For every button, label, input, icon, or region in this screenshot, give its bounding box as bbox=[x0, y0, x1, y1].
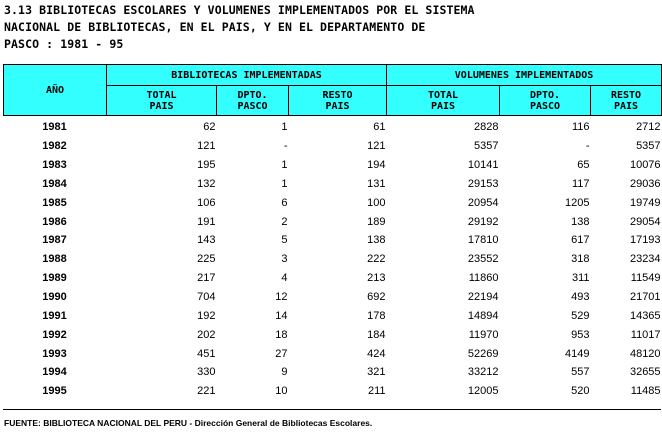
value-cell: 321 bbox=[367, 366, 386, 379]
value-cell: 29192 bbox=[467, 215, 499, 228]
title-line-3: PASCO : 1981 - 95 bbox=[4, 37, 124, 51]
source-note: FUENTE: BIBLIOTECA NACIONAL DEL PERU - Dirección General de Bibliotecas Escolares. bbox=[4, 418, 373, 428]
value-cell: 29036 bbox=[629, 177, 661, 190]
group-header-volumenes: VOLUMENES IMPLEMENTADOS bbox=[387, 65, 662, 86]
table-row bbox=[4, 288, 662, 307]
value-cell: 52269 bbox=[467, 347, 499, 360]
value-cell: 17193 bbox=[629, 234, 661, 247]
value-cell: 5 bbox=[281, 234, 288, 247]
value-cell: 121 bbox=[367, 140, 386, 153]
group-header-bibliotecas: BIBLIOTECAS IMPLEMENTADAS bbox=[107, 65, 387, 86]
year-cell: 1986 bbox=[42, 215, 67, 228]
value-cell: 33212 bbox=[467, 366, 499, 379]
title-line-1: 3.13 BIBLIOTECAS ESCOLARES Y VOLUMENES IMPLEMENTADOS POR EL SISTEMA bbox=[4, 3, 475, 17]
value-cell: 2828 bbox=[474, 121, 499, 134]
value-cell: 493 bbox=[571, 291, 590, 304]
value-cell: 692 bbox=[367, 291, 386, 304]
year-cell: 1988 bbox=[42, 253, 67, 266]
table-row bbox=[4, 137, 662, 156]
table-row bbox=[4, 363, 662, 382]
year-cell: 1992 bbox=[42, 328, 67, 341]
table-row bbox=[4, 116, 662, 137]
value-cell: - bbox=[585, 140, 590, 153]
table-row bbox=[4, 231, 662, 250]
value-cell: 14 bbox=[275, 309, 288, 322]
value-cell: 32655 bbox=[629, 366, 661, 379]
value-cell: 132 bbox=[197, 177, 216, 190]
value-cell: 10141 bbox=[467, 159, 499, 172]
value-cell: 29054 bbox=[629, 215, 661, 228]
year-cell: 1987 bbox=[42, 234, 67, 247]
year-cell: 1985 bbox=[42, 196, 67, 209]
value-cell: 222 bbox=[367, 253, 386, 266]
value-cell: 21701 bbox=[629, 291, 661, 304]
value-cell: 617 bbox=[571, 234, 590, 247]
value-cell: 106 bbox=[197, 196, 216, 209]
value-cell: 22194 bbox=[467, 291, 499, 304]
value-cell: 4149 bbox=[565, 347, 590, 360]
value-cell: 5357 bbox=[474, 140, 499, 153]
value-cell: 10076 bbox=[629, 159, 661, 172]
value-cell: 11549 bbox=[630, 272, 661, 285]
subheader-resto-pais-bib: RESTO PAIS bbox=[289, 86, 387, 116]
value-cell: 143 bbox=[197, 234, 216, 247]
value-cell: 557 bbox=[571, 366, 590, 379]
value-cell: 100 bbox=[367, 196, 386, 209]
year-cell: 1981 bbox=[42, 121, 67, 134]
value-cell: 65 bbox=[577, 159, 590, 172]
value-cell: 62 bbox=[203, 121, 216, 134]
subheader-total-pais-vol: TOTAL PAIS bbox=[387, 86, 500, 116]
value-cell: 23234 bbox=[629, 253, 661, 266]
value-cell: 202 bbox=[197, 328, 216, 341]
value-cell: 12005 bbox=[467, 385, 499, 398]
value-cell: 1 bbox=[281, 159, 288, 172]
value-cell: 14365 bbox=[629, 309, 661, 322]
subheader-total-pais-bib: TOTAL PAIS bbox=[107, 86, 217, 116]
value-cell: 529 bbox=[571, 309, 590, 322]
value-cell: 18 bbox=[275, 328, 288, 341]
year-cell: 1982 bbox=[42, 140, 67, 153]
year-cell: 1995 bbox=[42, 385, 67, 398]
value-cell: 5357 bbox=[636, 140, 661, 153]
value-cell: 221 bbox=[197, 385, 216, 398]
year-cell: 1993 bbox=[42, 347, 67, 360]
year-cell: 1991 bbox=[42, 309, 67, 322]
value-cell: 451 bbox=[197, 347, 216, 360]
value-cell: 121 bbox=[197, 140, 216, 153]
value-cell: 178 bbox=[367, 309, 386, 322]
value-cell: 48120 bbox=[629, 347, 661, 360]
table-row bbox=[4, 175, 662, 194]
value-cell: 23552 bbox=[467, 253, 499, 266]
value-cell: 117 bbox=[571, 177, 590, 190]
table-body bbox=[4, 116, 662, 401]
value-cell: 184 bbox=[367, 328, 386, 341]
value-cell: 424 bbox=[367, 347, 386, 360]
value-cell: 213 bbox=[367, 272, 386, 285]
value-cell: 1205 bbox=[565, 196, 590, 209]
value-cell: 17810 bbox=[467, 234, 499, 247]
value-cell: - bbox=[283, 140, 288, 153]
value-cell: 225 bbox=[197, 253, 216, 266]
subheader-dpto-pasco-vol: DPTO. PASCO bbox=[500, 86, 591, 116]
value-cell: 12 bbox=[275, 291, 288, 304]
value-cell: 11485 bbox=[630, 385, 661, 398]
value-cell: 217 bbox=[197, 272, 216, 285]
value-cell: 19749 bbox=[629, 196, 661, 209]
value-cell: 189 bbox=[367, 215, 386, 228]
table-row bbox=[4, 325, 662, 344]
table-row bbox=[4, 212, 662, 231]
value-cell: 311 bbox=[571, 272, 590, 285]
value-cell: 211 bbox=[367, 385, 386, 398]
value-cell: 138 bbox=[367, 234, 386, 247]
value-cell: 11860 bbox=[468, 272, 499, 285]
value-cell: 11970 bbox=[468, 328, 499, 341]
footer-divider bbox=[3, 409, 661, 410]
value-cell: 953 bbox=[571, 328, 590, 341]
value-cell: 61 bbox=[373, 121, 386, 134]
table-row bbox=[4, 250, 662, 269]
value-cell: 10 bbox=[275, 385, 288, 398]
value-cell: 9 bbox=[281, 366, 288, 379]
value-cell: 2712 bbox=[636, 121, 661, 134]
value-cell: 318 bbox=[571, 253, 590, 266]
value-cell: 29153 bbox=[467, 177, 499, 190]
subheader-dpto-pasco-bib: DPTO. PASCO bbox=[217, 86, 289, 116]
table-row bbox=[4, 269, 662, 288]
value-cell: 704 bbox=[197, 291, 216, 304]
value-cell: 2 bbox=[281, 215, 288, 228]
value-cell: 138 bbox=[571, 215, 590, 228]
value-cell: 195 bbox=[197, 159, 216, 172]
value-cell: 27 bbox=[275, 347, 288, 360]
value-cell: 11017 bbox=[630, 328, 661, 341]
subheader-resto-pais-vol: RESTO PAIS bbox=[591, 86, 662, 116]
table-row bbox=[4, 382, 662, 401]
year-cell: 1984 bbox=[42, 177, 67, 190]
value-cell: 192 bbox=[197, 309, 216, 322]
value-cell: 1 bbox=[281, 177, 288, 190]
table-row bbox=[4, 344, 662, 363]
value-cell: 6 bbox=[281, 196, 288, 209]
year-cell: 1989 bbox=[42, 272, 67, 285]
value-cell: 4 bbox=[281, 272, 288, 285]
value-cell: 131 bbox=[367, 177, 386, 190]
year-cell: 1990 bbox=[42, 291, 67, 304]
year-header: AÑO bbox=[4, 65, 107, 116]
value-cell: 330 bbox=[197, 366, 216, 379]
value-cell: 194 bbox=[367, 159, 386, 172]
table-row bbox=[4, 193, 662, 212]
value-cell: 14894 bbox=[467, 309, 499, 322]
year-cell: 1994 bbox=[42, 366, 67, 379]
value-cell: 520 bbox=[571, 385, 590, 398]
value-cell: 191 bbox=[197, 215, 216, 228]
title-line-2: NACIONAL DE BIBLIOTECAS, EN EL PAIS, Y EN EL DEPARTAMENTO DE bbox=[4, 20, 426, 34]
statistics-table bbox=[3, 64, 662, 401]
table-row bbox=[4, 306, 662, 325]
table-title bbox=[4, 2, 654, 53]
value-cell: 20954 bbox=[467, 196, 499, 209]
value-cell: 1 bbox=[281, 121, 288, 134]
table-row bbox=[4, 156, 662, 175]
value-cell: 116 bbox=[571, 121, 590, 134]
year-cell: 1983 bbox=[42, 159, 67, 172]
value-cell: 3 bbox=[281, 253, 288, 266]
